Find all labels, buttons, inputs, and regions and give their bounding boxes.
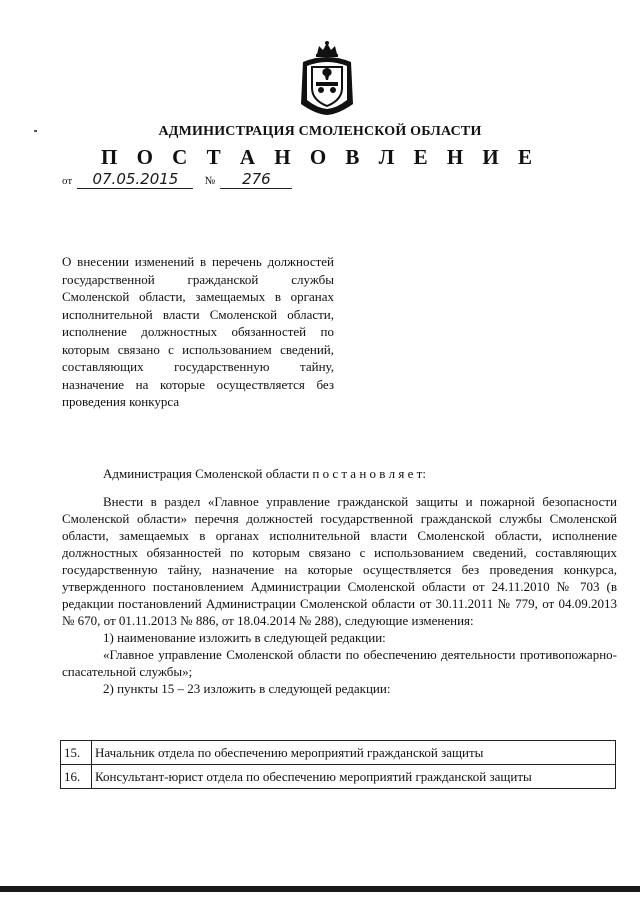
document-date: 07.05.2015 <box>77 170 193 189</box>
preamble: Администрация Смоленской области п о с т а н о в л я е т: <box>103 466 426 481</box>
date-label: от <box>62 175 73 187</box>
positions-table <box>60 740 616 789</box>
document-number: 276 <box>220 170 292 189</box>
date-line <box>62 170 292 190</box>
table-row <box>61 741 616 765</box>
body-item-1-quote: «Главное управление Смоленской области по обеспечению деятельности противопожарно-спасательной службы»; <box>62 647 617 679</box>
row-number: 15. <box>61 741 92 765</box>
row-number: 16. <box>61 765 92 789</box>
table-row <box>61 765 616 789</box>
document-title: О внесении изменений в перечень должностей государственной гражданской службы Смоленской области, замещаемых в органах исполнительной власти Смоленской области, исполнение должностных обязанностей по которым связано с использованием сведений, составляющих государственную тайну, назначение на которые осуществляется без проведения конкурса <box>62 254 334 409</box>
body-paragraph: Внести в раздел «Главное управление гражданской защиты и пожарной безопасности Смоленской области» перечня должностей государственной гражданской службы Смоленской области, замещаемых в органах исполнительной власти Смоленской области, исполнение должностных обязанностей по которым связано с использованием сведений, составляющих государственную тайну, назначение на которые осуществляется без проведения конкурса, утвержденного постановлением Администрации Смоленской области от 24.11.2010 № 703 (в редакции постановлений Администрации Смоленской области от 30.11.2011 № 779, от 04.09.2013 № 670, от 01.11.2013 № 886, от 18.04.2014 № 288), следующие изменения: <box>62 494 617 628</box>
scan-speck <box>34 130 37 132</box>
number-label: № <box>204 175 216 187</box>
row-text: Начальник отдела по обеспечению мероприятий гражданской защиты <box>92 741 616 765</box>
body-item-2: 2) пункты 15 – 23 изложить в следующей редакции: <box>103 681 391 696</box>
body-item-1: 1) наименование изложить в следующей редакции: <box>103 630 386 645</box>
organization-name: АДМИНИСТРАЦИЯ СМОЛЕНСКОЙ ОБЛАСТИ <box>158 124 482 139</box>
document-body <box>62 493 617 697</box>
smolensk-coat-of-arms-icon <box>295 40 359 116</box>
row-text: Консультант-юрист отдела по обеспечению мероприятий гражданской защиты <box>92 765 616 789</box>
document-type: П О С Т А Н О В Л Е Н И Е <box>100 145 539 169</box>
page-bottom-edge <box>0 886 640 892</box>
